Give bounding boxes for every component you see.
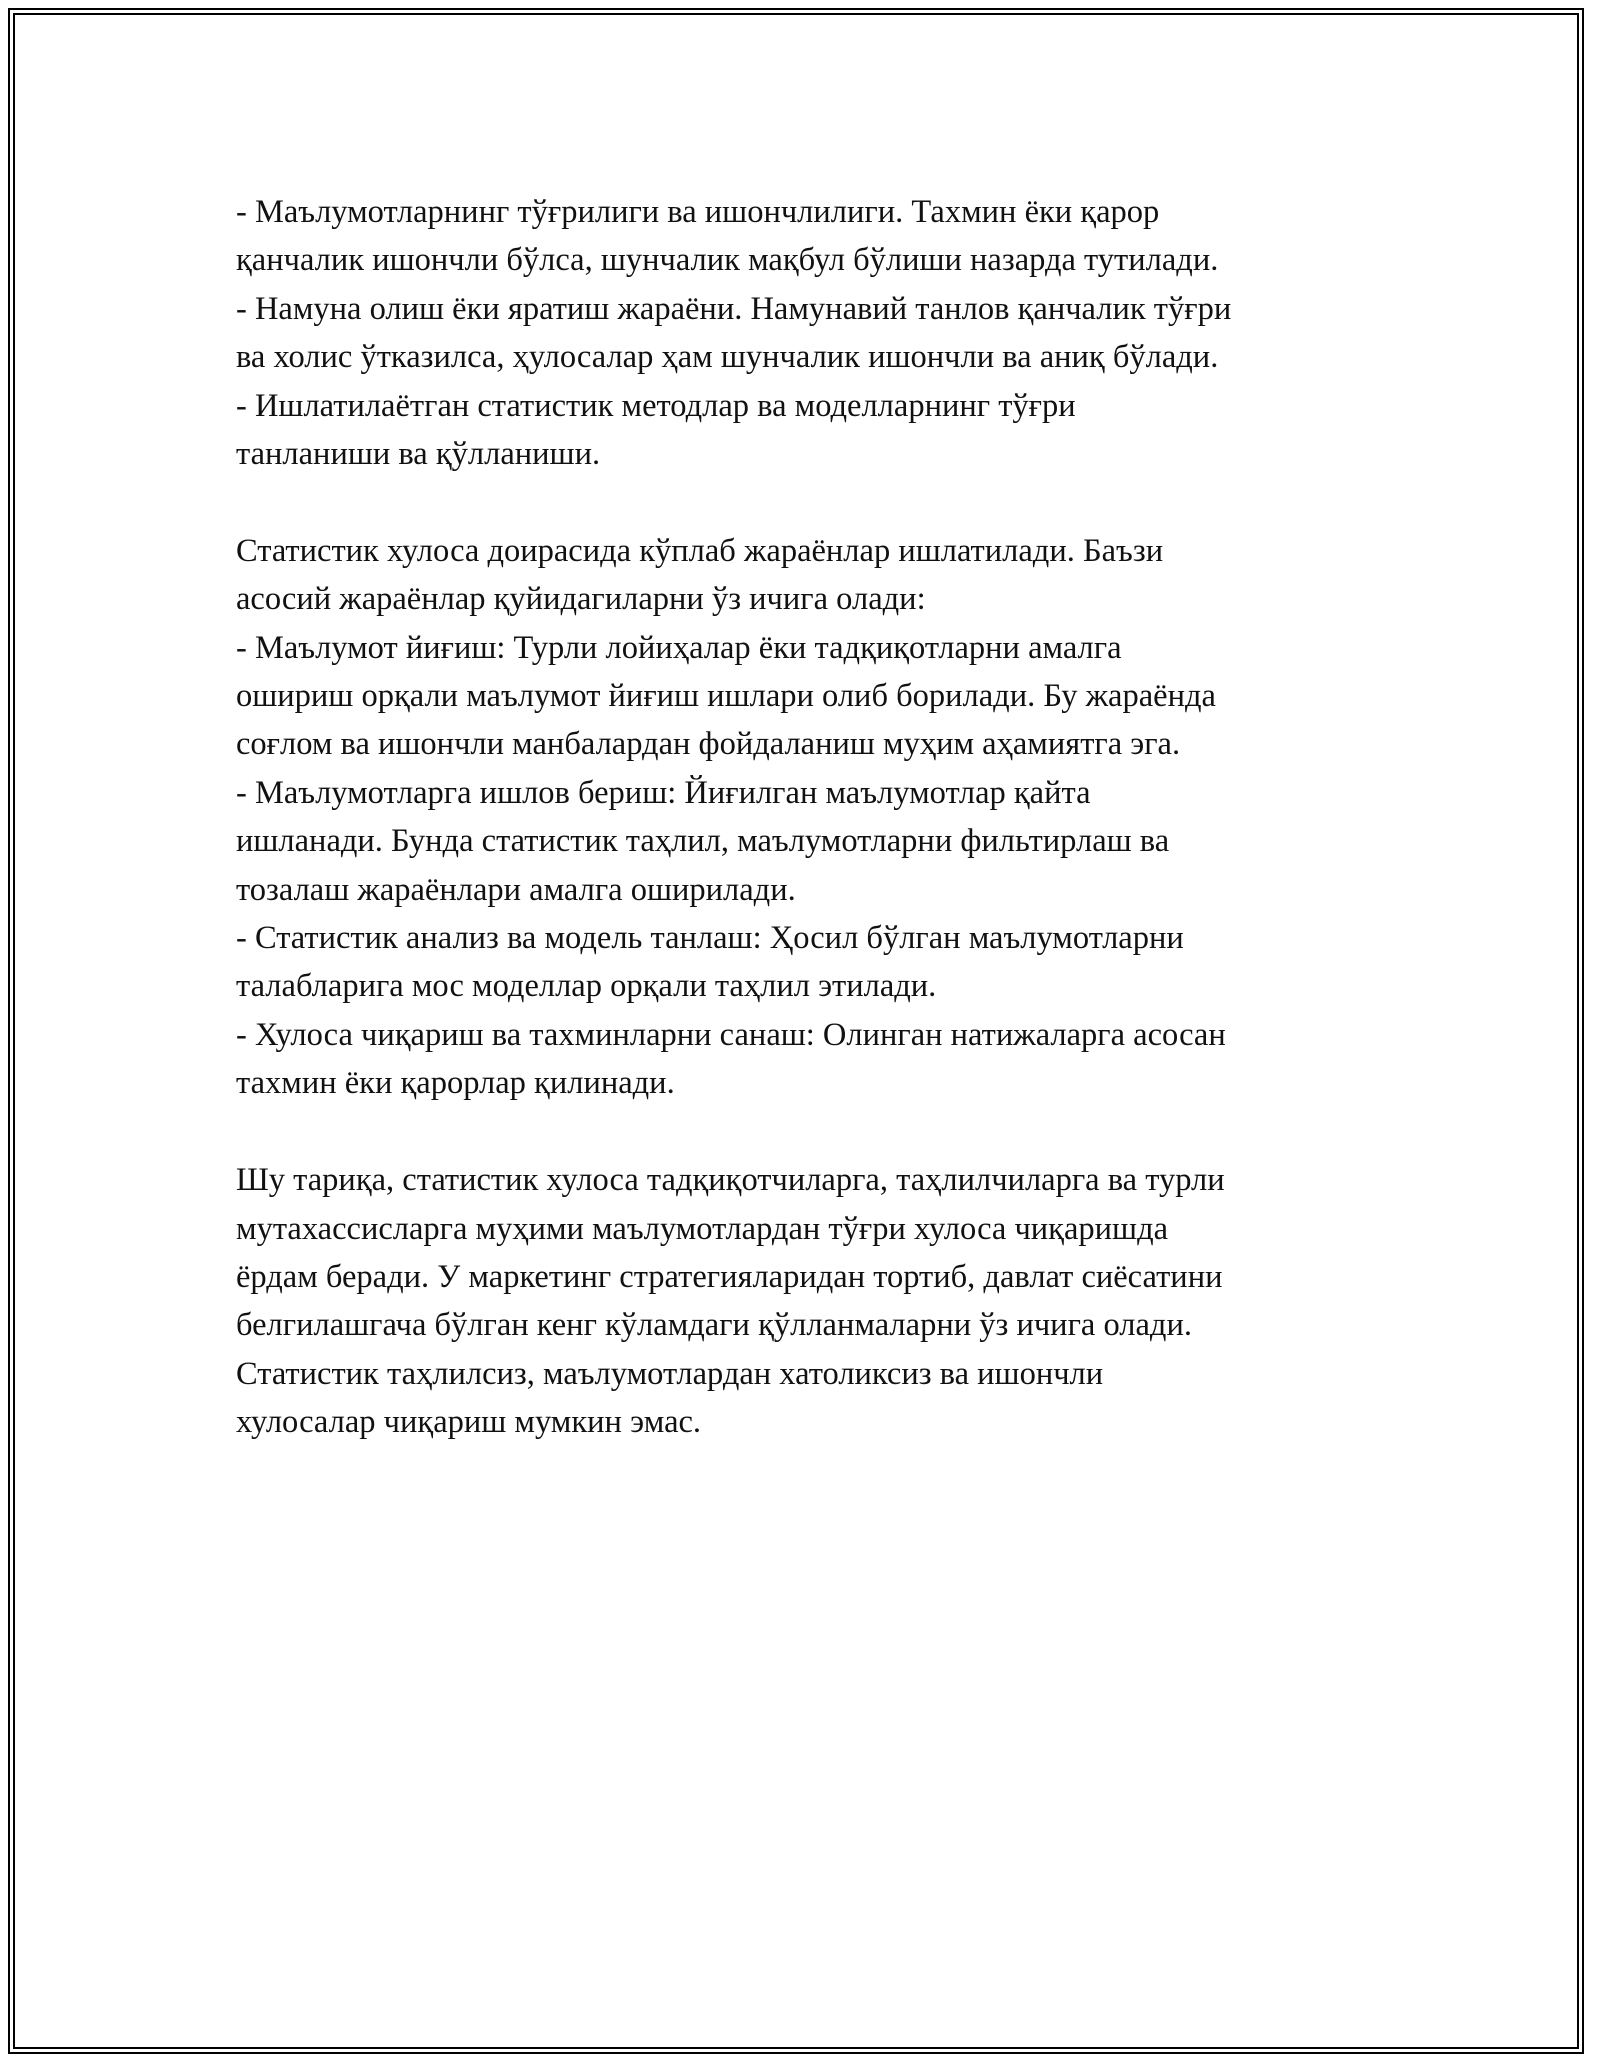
paragraph-criteria [236,188,1366,478]
text-line: - Маълумотларнинг тўғрилиги ва ишончлилиги. Тахмин ёки қарор [236,194,1160,230]
text-line: - Намуна олиш ёки яратиш жараёни. Намунавий танлов қанчалик тўғри [236,290,1232,327]
text-line: Шу тариқа, статистик хулоса тадқиқотчиларга, таҳлилчиларга ва турли [236,1162,1225,1199]
text-line: - Маълумотларга ишлов бериш: Йиғилган маълумотлар қайта [236,774,1091,811]
text-line: хулосалар чиқариш мумкин эмас. [236,1404,702,1441]
text-line: асосий жараёнлар қуйидагиларни ўз ичига олади: [236,581,926,618]
text-line: - Хулоса чиқариш ва тахминларни санаш: Олинган натижаларга асосан [236,1016,1226,1053]
paragraph-conclusion [236,1156,1366,1446]
text-line: тозалаш жараёнлари амалга оширилади. [236,871,796,908]
text-line: соғлом ва ишончли манбалардан фойдаланиш муҳим аҳамиятга эга. [236,726,1181,763]
text-line: - Маълумот йиғиш: Турли лойиҳалар ёки тадқиқотларни амалга [236,629,1122,666]
text-line: ишланади. Бунда статистик таҳлил, маълумотларни фильтирлаш ва [236,823,1170,860]
document-body [236,188,1366,1447]
text-line: ёрдам беради. У маркетинг стратегияларидан тортиб, давлат сиёсатини [236,1258,1223,1295]
text-line: тахмин ёки қарорлар қилинади. [236,1065,675,1102]
paragraph-processes [236,527,1366,1108]
text-line: - Статистик анализ ва модель танлаш: Ҳосил бўлган маълумотларни [236,920,1184,957]
text-line: мутахассисларга муҳими маълумотлардан тўғри хулоса чиқаришда [236,1210,1169,1247]
text-line: танланиши ва қўлланиши. [236,436,601,473]
text-line: белгилашгача бўлган кенг кўламдаги қўлланмаларни ўз ичига олади. [236,1307,1192,1344]
text-line: Статистик таҳлилсиз, маълумотлардан хатоликсиз ва ишончли [236,1355,1104,1392]
text-line: ва холис ўтказилса, ҳулосалар ҳам шунчалик ишончли ва аниқ бўлади. [236,339,1219,376]
paragraph-spacer [236,478,1366,526]
text-line: - Ишлатилаётган статистик методлар ва моделларнинг тўғри [236,387,1076,424]
paragraph-spacer [236,1108,1366,1156]
text-line: Статистик хулоса доирасида кўплаб жараёнлар ишлатилади. Баъзи [236,532,1164,569]
text-line: талабларига мос моделлар орқали таҳлил этилади. [236,968,937,1005]
text-line: қанчалик ишончли бўлса, шунчалик мақбул бўлиши назарда тутилади. [236,242,1219,279]
text-line: ошириш орқали маълумот йиғиш ишлари олиб борилади. Бу жараёнда [236,678,1216,715]
